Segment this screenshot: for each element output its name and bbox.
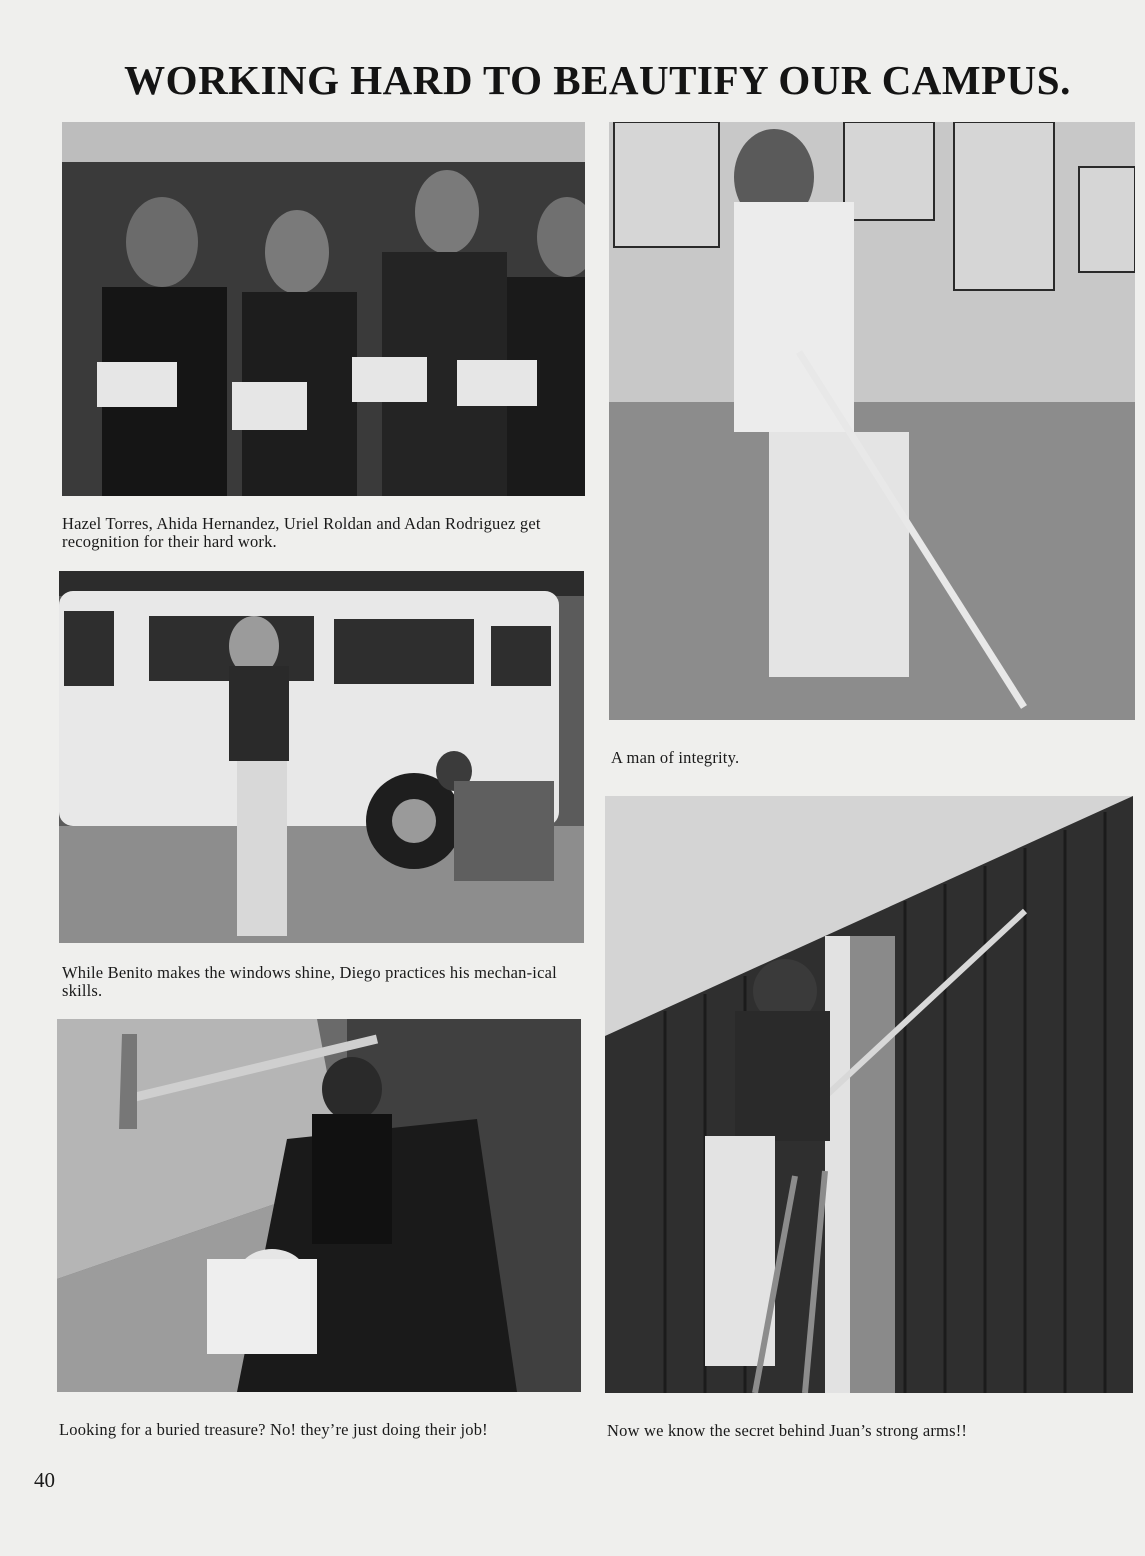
caption-ladder: Now we know the secret behind Juan’s strong arms!! <box>607 1421 968 1440</box>
page-number: 40 <box>34 1468 55 1492</box>
page-title: WORKING HARD TO BEAUTIFY OUR CAMPUS. <box>124 57 1071 103</box>
photo-students-certificates <box>62 122 585 496</box>
caption-awards: Hazel Torres, Ahida Hernandez, Uriel Roldan and Adan Rodriguez get recognition for their hard work. <box>62 514 541 551</box>
caption-dig: Looking for a buried treasure? No! they’re just doing their job! <box>59 1420 488 1439</box>
caption-van: While Benito makes the windows shine, Diego practices his mechan-ical skills. <box>62 963 557 1000</box>
photo-students-digging <box>57 1019 581 1392</box>
photo-student-on-ladder <box>605 796 1133 1393</box>
photo-student-mopping <box>609 122 1135 720</box>
caption-mop: A man of integrity. <box>611 748 740 767</box>
photo-van-cleaning <box>59 571 584 943</box>
